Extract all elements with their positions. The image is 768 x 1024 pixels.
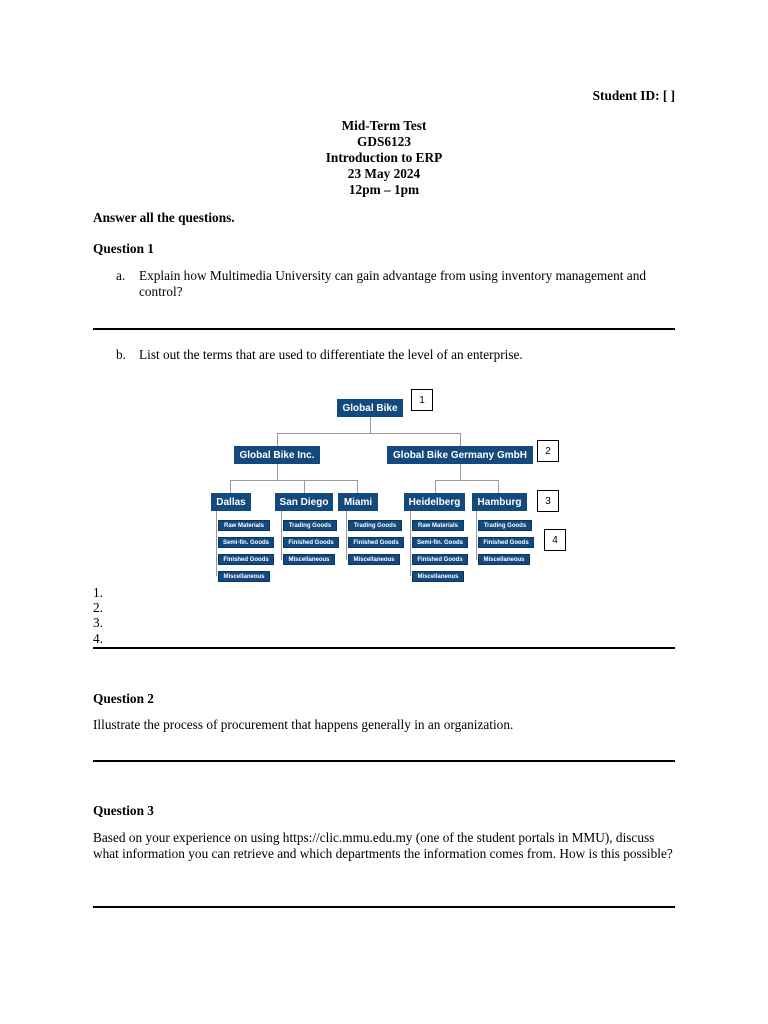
question-1-heading: Question 1 — [93, 241, 154, 256]
answer-line — [93, 906, 675, 908]
level-label-box: 4 — [544, 529, 566, 551]
storage-location-node: Trading Goods — [478, 520, 532, 531]
q1b-marker: b. — [116, 347, 126, 362]
level-label-box: 2 — [537, 440, 559, 462]
q1a-text: Explain how Multimedia University can gain advantage from using inventory management and control? — [139, 268, 646, 299]
storage-location-node: Miscellaneous — [218, 571, 270, 582]
q2-text: Illustrate the process of procurement that happens generally in an organization. — [93, 717, 514, 732]
plant-node: Hamburg — [472, 493, 527, 511]
storage-location-node: Trading Goods — [283, 520, 337, 531]
org-root-node: Global Bike — [337, 399, 403, 417]
storage-location-node: Finished Goods — [218, 554, 274, 565]
answer-number-3: 3. — [93, 615, 103, 630]
plant-node: Dallas — [211, 493, 251, 511]
storage-location-node: Miscellaneous — [412, 571, 464, 582]
q3-text: Based on your experience on using https://clic.mmu.edu.my (one of the student portals in MMU), discuss what information you can retrieve and which departments the information comes from. How is this possible? — [93, 830, 673, 861]
test-date: 23 May 2024 — [347, 166, 421, 181]
question-3-heading: Question 3 — [93, 803, 154, 818]
title-line: Mid-Term Test — [341, 118, 427, 133]
level-label-box: 3 — [537, 490, 559, 512]
storage-location-node: Raw Materials — [412, 520, 464, 531]
storage-location-node: Finished Goods — [348, 537, 404, 548]
storage-location-node: Miscellaneous — [283, 554, 335, 565]
storage-location-node: Semi-fin. Goods — [412, 537, 468, 548]
level-label-box: 1 — [411, 389, 433, 411]
answer-line — [93, 647, 675, 649]
test-time: 12pm – 1pm — [348, 182, 420, 197]
q1a-marker: a. — [116, 268, 126, 283]
storage-location-node: Miscellaneous — [348, 554, 400, 565]
question-2-heading: Question 2 — [93, 691, 154, 706]
storage-location-node: Trading Goods — [348, 520, 402, 531]
storage-location-node: Finished Goods — [283, 537, 339, 548]
instructions: Answer all the questions. — [93, 210, 235, 225]
company-code-node: Global Bike Inc. — [234, 446, 320, 464]
answer-number-1: 1. — [93, 585, 103, 600]
storage-location-node: Miscellaneous — [478, 554, 530, 565]
storage-location-node: Raw Materials — [218, 520, 270, 531]
plant-node: Heidelberg — [404, 493, 465, 511]
student-id: Student ID: [ ] — [592, 88, 675, 103]
q1b-text: List out the terms that are used to differentiate the level of an enterprise. — [139, 347, 523, 362]
answer-line — [93, 760, 675, 762]
course-name: Introduction to ERP — [325, 150, 443, 165]
plant-node: Miami — [338, 493, 378, 511]
course-code: GDS6123 — [357, 134, 411, 149]
storage-location-node: Semi-fin. Goods — [218, 537, 274, 548]
answer-number-4: 4. — [93, 631, 103, 646]
plant-node: San Diego — [275, 493, 333, 511]
storage-location-node: Finished Goods — [412, 554, 468, 565]
answer-number-2: 2. — [93, 600, 103, 615]
storage-location-node: Finished Goods — [478, 537, 534, 548]
company-code-node: Global Bike Germany GmbH — [387, 446, 533, 464]
